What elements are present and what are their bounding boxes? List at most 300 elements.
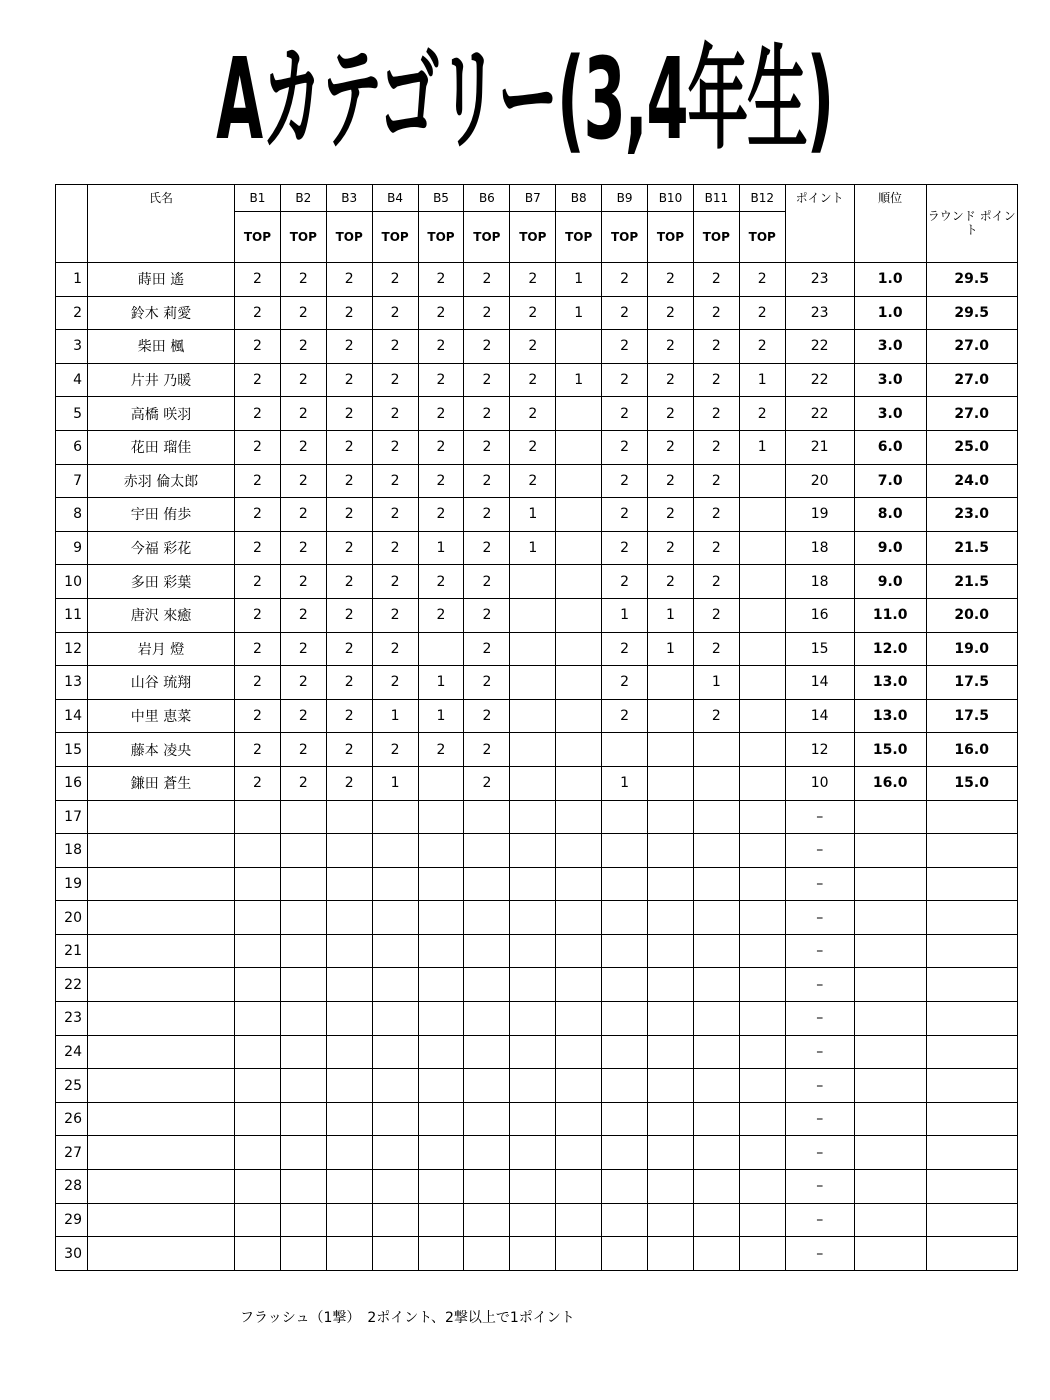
climber-name: 藤本 凌央 [88,733,235,767]
round-points-value: 24.0 [926,464,1017,498]
row-number: 22 [56,968,88,1002]
boulder-score [372,1102,418,1136]
header-boulder: B12 [739,185,785,212]
boulder-score: 2 [464,464,510,498]
boulder-score: 2 [602,666,648,700]
boulder-score: 2 [418,464,464,498]
boulder-score [648,666,694,700]
boulder-score: 1 [739,430,785,464]
boulder-score: 2 [602,632,648,666]
boulder-score [739,1237,785,1271]
boulder-score [602,1035,648,1069]
boulder-score [326,1237,372,1271]
round-points-value: 27.0 [926,330,1017,364]
boulder-score [418,1102,464,1136]
boulder-score: 2 [510,363,556,397]
boulder-score: 1 [510,531,556,565]
climber-name [88,1102,235,1136]
climber-name: 花田 瑠佳 [88,430,235,464]
row-number: 10 [56,565,88,599]
header-top-label: TOP [602,212,648,263]
table-row [56,363,1018,397]
rank-value [854,1237,926,1271]
boulder-score: 1 [418,699,464,733]
boulder-score [418,901,464,935]
scoring-footnote: フラッシュ（1撃） 2ポイント、2撃以上で1ポイント [240,1310,575,1326]
table-row [56,464,1018,498]
header-boulder: B9 [602,185,648,212]
total-points: – [785,934,854,968]
boulder-score [372,834,418,868]
boulder-score [693,1136,739,1170]
boulder-score [326,1035,372,1069]
total-points: 18 [785,531,854,565]
boulder-score [693,934,739,968]
boulder-score [464,1237,510,1271]
boulder-score [739,1035,785,1069]
table-row [56,934,1018,968]
boulder-score [464,867,510,901]
boulder-score [372,800,418,834]
boulder-score [235,1002,281,1036]
boulder-score: 2 [510,397,556,431]
total-points: 22 [785,397,854,431]
boulder-score: 1 [602,766,648,800]
boulder-score [648,1102,694,1136]
boulder-score [326,1136,372,1170]
climber-name: 宇田 侑歩 [88,498,235,532]
boulder-score [510,1102,556,1136]
boulder-score [648,1237,694,1271]
header-top-label: TOP [326,212,372,263]
climber-name: 柴田 楓 [88,330,235,364]
round-points-value: 15.0 [926,766,1017,800]
boulder-score: 2 [235,531,281,565]
boulder-score: 2 [693,632,739,666]
header-rank: 順位 [854,185,926,263]
boulder-score [418,1069,464,1103]
total-points: – [785,867,854,901]
boulder-score [693,1069,739,1103]
boulder-score [372,867,418,901]
boulder-score: 1 [556,263,602,297]
table-row [56,330,1018,364]
boulder-score [693,1170,739,1204]
boulder-score: 2 [464,632,510,666]
boulder-score: 2 [693,464,739,498]
boulder-score: 2 [326,330,372,364]
boulder-score [556,766,602,800]
row-number: 30 [56,1237,88,1271]
boulder-score [418,934,464,968]
boulder-score [739,1102,785,1136]
boulder-score: 2 [693,430,739,464]
climber-name: 中里 恵菜 [88,699,235,733]
boulder-score: 2 [602,296,648,330]
boulder-score: 2 [418,263,464,297]
total-points: – [785,800,854,834]
boulder-score [510,733,556,767]
boulder-score: 2 [326,699,372,733]
boulder-score: 2 [602,531,648,565]
round-points-value [926,1002,1017,1036]
round-points-value: 16.0 [926,733,1017,767]
boulder-score: 2 [326,598,372,632]
boulder-score [648,1069,694,1103]
boulder-score: 2 [372,498,418,532]
boulder-score [280,800,326,834]
total-points: 14 [785,666,854,700]
boulder-score: 2 [280,498,326,532]
boulder-score [510,867,556,901]
row-number: 24 [56,1035,88,1069]
boulder-score [739,598,785,632]
boulder-score [418,1203,464,1237]
table-row [56,598,1018,632]
boulder-score: 2 [510,464,556,498]
boulder-score: 2 [602,397,648,431]
boulder-score [326,1102,372,1136]
boulder-score [556,330,602,364]
table-row [56,1170,1018,1204]
boulder-score [693,1035,739,1069]
boulder-score: 2 [693,363,739,397]
boulder-score: 2 [418,733,464,767]
boulder-score [739,800,785,834]
boulder-score: 2 [418,330,464,364]
boulder-score [326,934,372,968]
boulder-score [739,531,785,565]
rank-value [854,800,926,834]
boulder-score [372,934,418,968]
round-points-value [926,1170,1017,1204]
table-row [56,834,1018,868]
boulder-score [693,867,739,901]
climber-name: 唐沢 來癒 [88,598,235,632]
rank-value [854,1102,926,1136]
boulder-score: 2 [235,733,281,767]
climber-name [88,800,235,834]
total-points: 14 [785,699,854,733]
boulder-score [602,1002,648,1036]
boulder-score [418,1002,464,1036]
climber-name [88,1170,235,1204]
rank-value [854,867,926,901]
boulder-score: 2 [648,531,694,565]
boulder-score: 2 [372,430,418,464]
rank-value: 6.0 [854,430,926,464]
boulder-score: 2 [464,430,510,464]
boulder-score [510,1237,556,1271]
boulder-score [648,733,694,767]
boulder-score: 2 [418,498,464,532]
rank-value [854,834,926,868]
row-number: 21 [56,934,88,968]
boulder-score [235,1203,281,1237]
boulder-score: 2 [372,565,418,599]
rank-value: 3.0 [854,330,926,364]
total-points: – [785,1237,854,1271]
climber-name [88,901,235,935]
page-title-text: Aカテゴリー(3,4年生) [216,34,834,166]
boulder-score: 2 [648,363,694,397]
rank-value: 12.0 [854,632,926,666]
boulder-score [235,1170,281,1204]
boulder-score [510,632,556,666]
row-number: 18 [56,834,88,868]
boulder-score: 2 [602,363,648,397]
boulder-score [235,1102,281,1136]
row-number: 15 [56,733,88,767]
header-top-label: TOP [280,212,326,263]
boulder-score: 2 [693,565,739,599]
table-row [56,699,1018,733]
climber-name: 片井 乃暖 [88,363,235,397]
boulder-score [510,1203,556,1237]
boulder-score [602,1237,648,1271]
boulder-score: 2 [235,263,281,297]
boulder-score [464,1035,510,1069]
total-points: – [785,1035,854,1069]
row-number: 5 [56,397,88,431]
boulder-score [556,1237,602,1271]
boulder-score [510,1170,556,1204]
boulder-score: 2 [464,733,510,767]
boulder-score [739,699,785,733]
boulder-score [510,699,556,733]
boulder-score [510,1035,556,1069]
boulder-score [464,1102,510,1136]
rank-value: 15.0 [854,733,926,767]
boulder-score: 2 [602,498,648,532]
boulder-score [418,632,464,666]
rank-value: 7.0 [854,464,926,498]
boulder-score: 2 [326,632,372,666]
boulder-score [372,1237,418,1271]
total-points: 18 [785,565,854,599]
boulder-score [556,1170,602,1204]
boulder-score: 2 [602,263,648,297]
row-number: 13 [56,666,88,700]
boulder-score [693,1102,739,1136]
rank-value [854,1136,926,1170]
boulder-score [280,968,326,1002]
table-row [56,666,1018,700]
climber-name [88,934,235,968]
boulder-score: 2 [235,666,281,700]
boulder-score [739,968,785,1002]
boulder-score: 2 [372,666,418,700]
boulder-score: 2 [510,430,556,464]
boulder-score [280,934,326,968]
boulder-score [235,867,281,901]
boulder-score [510,1069,556,1103]
boulder-score [648,1203,694,1237]
boulder-score: 1 [418,531,464,565]
round-points-value: 25.0 [926,430,1017,464]
header-top-label: TOP [693,212,739,263]
boulder-score [464,968,510,1002]
table-row [56,296,1018,330]
boulder-score [556,632,602,666]
boulder-score: 2 [464,565,510,599]
round-points-value: 27.0 [926,363,1017,397]
boulder-score: 2 [235,464,281,498]
round-points-value: 29.5 [926,263,1017,297]
table-row [56,733,1018,767]
boulder-score [280,1102,326,1136]
row-number: 23 [56,1002,88,1036]
boulder-score [739,766,785,800]
table-row [56,901,1018,935]
boulder-score: 2 [326,430,372,464]
row-number: 25 [56,1069,88,1103]
header-top-label: TOP [235,212,281,263]
rank-value: 8.0 [854,498,926,532]
round-points-value [926,1136,1017,1170]
boulder-score: 2 [648,464,694,498]
boulder-score [372,1069,418,1103]
boulder-score [510,565,556,599]
boulder-score: 2 [235,498,281,532]
boulder-score [280,901,326,935]
row-number: 12 [56,632,88,666]
total-points: – [785,1170,854,1204]
boulder-score [739,901,785,935]
boulder-score: 2 [372,531,418,565]
boulder-score [418,1035,464,1069]
boulder-score: 2 [510,263,556,297]
boulder-score [648,968,694,1002]
boulder-score [556,934,602,968]
rank-value: 16.0 [854,766,926,800]
boulder-score [556,531,602,565]
climber-name: 高橋 咲羽 [88,397,235,431]
boulder-score: 2 [739,263,785,297]
boulder-score: 2 [464,263,510,297]
boulder-score [739,1170,785,1204]
boulder-score [556,1002,602,1036]
boulder-score [648,834,694,868]
boulder-score [602,733,648,767]
boulder-score [648,699,694,733]
header-top-label: TOP [510,212,556,263]
boulder-score [326,834,372,868]
boulder-score [464,1002,510,1036]
row-number: 29 [56,1203,88,1237]
boulder-score [739,1136,785,1170]
boulder-score: 2 [326,565,372,599]
boulder-score: 2 [464,296,510,330]
boulder-score: 2 [280,397,326,431]
boulder-score [418,800,464,834]
boulder-score [235,834,281,868]
boulder-score: 2 [235,598,281,632]
boulder-score [693,766,739,800]
climber-name [88,1069,235,1103]
rank-value [854,901,926,935]
rank-value [854,1035,926,1069]
rank-value: 9.0 [854,531,926,565]
row-number: 7 [56,464,88,498]
climber-name: 蒔田 遙 [88,263,235,297]
boulder-score: 2 [693,397,739,431]
results-table [55,184,1018,1271]
table-row [56,430,1018,464]
boulder-score [372,1203,418,1237]
table-row [56,968,1018,1002]
total-points: 19 [785,498,854,532]
boulder-score: 2 [418,296,464,330]
round-points-value: 19.0 [926,632,1017,666]
boulder-score [556,464,602,498]
table-row [56,867,1018,901]
boulder-score: 2 [235,330,281,364]
boulder-score [418,867,464,901]
boulder-score [693,1237,739,1271]
boulder-score [372,1170,418,1204]
row-number: 17 [56,800,88,834]
climber-name [88,968,235,1002]
boulder-score: 2 [326,397,372,431]
boulder-score: 2 [464,666,510,700]
rank-value [854,968,926,1002]
row-number: 14 [56,699,88,733]
total-points: – [785,1102,854,1136]
boulder-score: 2 [235,296,281,330]
boulder-score [602,1136,648,1170]
boulder-score: 1 [556,363,602,397]
boulder-score: 2 [739,330,785,364]
table-row [56,565,1018,599]
boulder-score: 2 [464,531,510,565]
header-top-label: TOP [648,212,694,263]
boulder-score: 2 [326,363,372,397]
boulder-score: 2 [372,464,418,498]
header-boulder: B1 [235,185,281,212]
boulder-score: 2 [280,296,326,330]
boulder-score: 2 [372,632,418,666]
boulder-score: 2 [280,733,326,767]
boulder-score [372,1002,418,1036]
total-points: 15 [785,632,854,666]
boulder-score: 2 [280,430,326,464]
boulder-score [326,1069,372,1103]
boulder-score [235,1035,281,1069]
page-title [0,30,1050,170]
row-number: 8 [56,498,88,532]
boulder-score: 1 [510,498,556,532]
boulder-score [372,901,418,935]
rank-value [854,934,926,968]
boulder-score [464,901,510,935]
boulder-score: 1 [372,766,418,800]
total-points: 16 [785,598,854,632]
boulder-score: 2 [464,397,510,431]
boulder-score [280,1035,326,1069]
total-points: 10 [785,766,854,800]
table-row [56,1237,1018,1271]
boulder-score: 1 [418,666,464,700]
boulder-score: 2 [326,531,372,565]
boulder-score [648,1035,694,1069]
boulder-score [556,1102,602,1136]
boulder-score: 2 [235,632,281,666]
boulder-score [556,968,602,1002]
boulder-score: 2 [693,699,739,733]
rank-value: 13.0 [854,666,926,700]
table-row [56,800,1018,834]
